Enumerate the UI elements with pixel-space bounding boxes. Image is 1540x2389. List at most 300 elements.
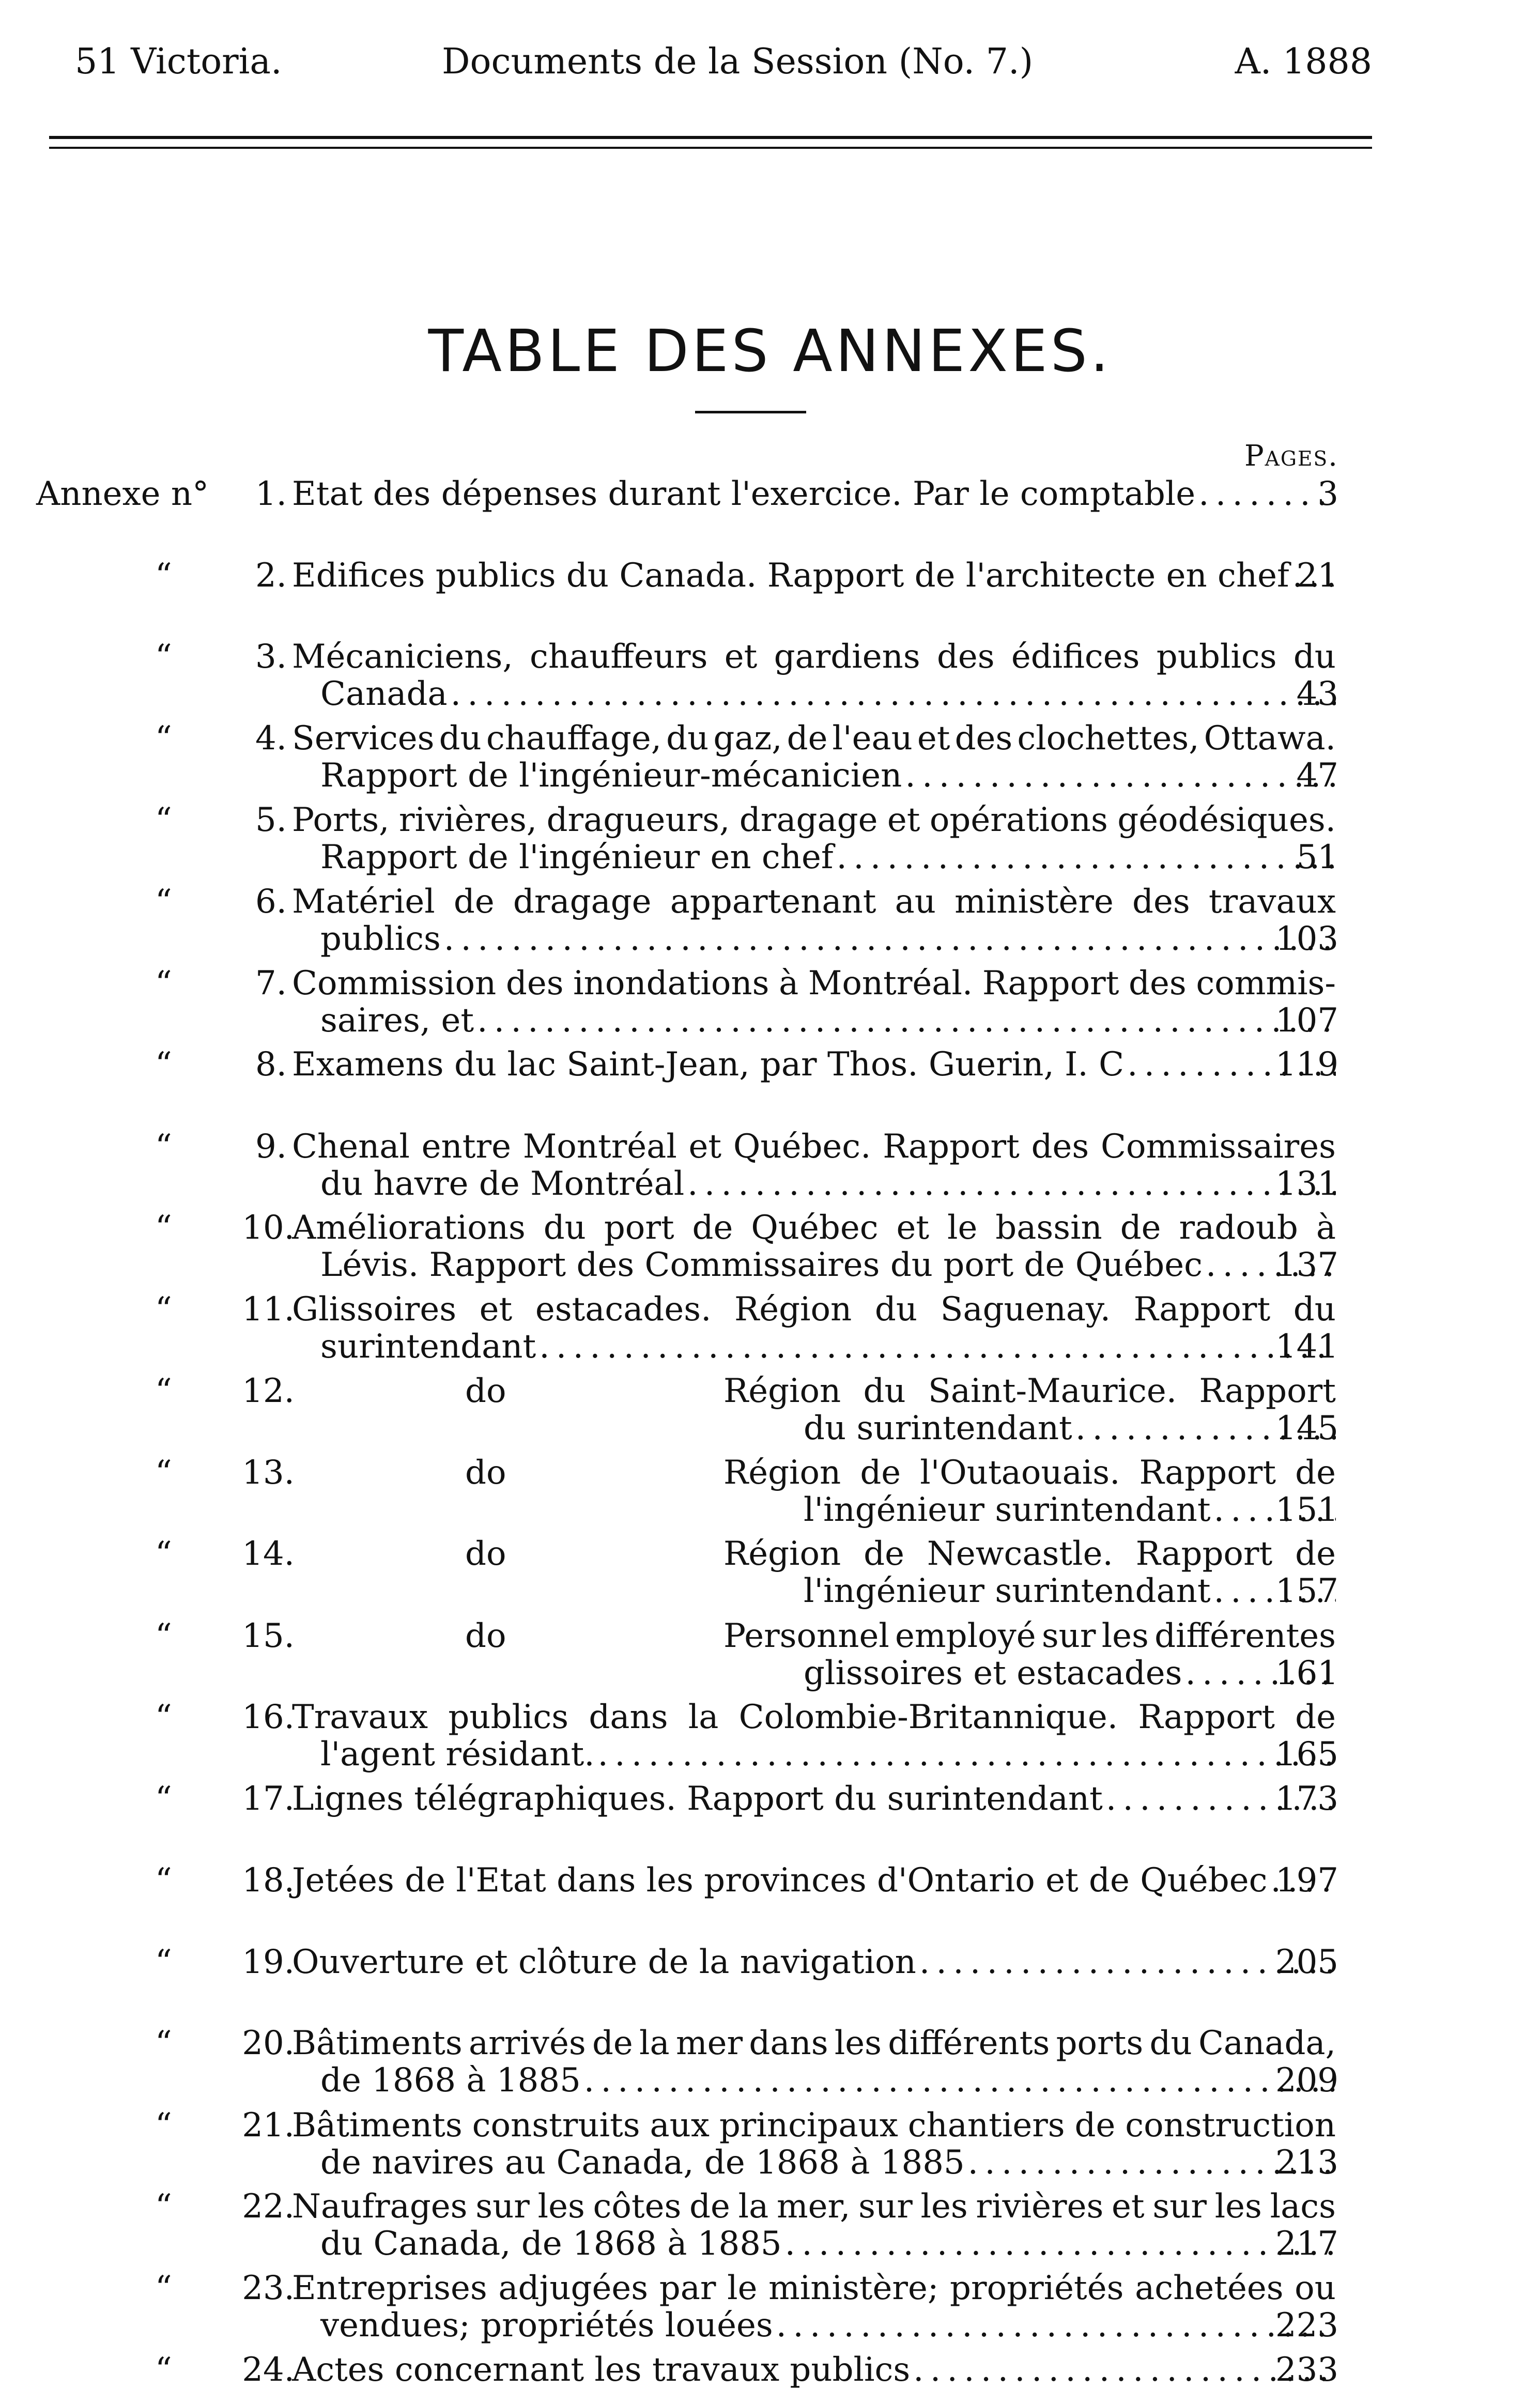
description-line [292, 2225, 1336, 2262]
word: les [834, 2024, 882, 2062]
word: des [1129, 964, 1187, 1003]
word: Travaux [292, 1698, 428, 1736]
description-line [292, 2188, 1336, 2225]
page-number: 151 [1275, 1491, 1338, 1529]
page-number: 103 [1275, 920, 1338, 958]
dot-leader [776, 2307, 1336, 2344]
annex-label: “ [155, 2269, 172, 2307]
description-text: Etat des dépenses durant l'exercice. Par le comptable [292, 475, 1196, 513]
word: Commissaires [1101, 1128, 1336, 1166]
word: Améliorations [292, 1209, 526, 1247]
description-line [292, 475, 1336, 513]
page-number: 141 [1275, 1328, 1338, 1366]
description-line [292, 2144, 1336, 2181]
annex-label: “ [155, 1209, 172, 1247]
word: publics [1156, 638, 1277, 676]
annex-number: 9. [255, 1128, 287, 1166]
word: les [1214, 2187, 1262, 2226]
word: Rapport [1138, 1698, 1275, 1736]
word: le [727, 2269, 758, 2307]
word: Montréal. [808, 964, 973, 1003]
word: du [439, 719, 482, 758]
description-line [292, 920, 1336, 958]
description-line [292, 1291, 1336, 1328]
word: construction [1125, 2106, 1336, 2145]
dot-leader [451, 675, 1336, 713]
description-text: Actes concernant les travaux publics [292, 2351, 911, 2389]
word: Rapport [982, 964, 1119, 1003]
word: édifices [1011, 638, 1140, 676]
annex-description [292, 2107, 1336, 2181]
word: entre [421, 1128, 511, 1166]
word: Rapport [1199, 1372, 1336, 1410]
word: lacs [1270, 2187, 1336, 2226]
word: dragage [739, 801, 878, 839]
word: principaux [719, 2106, 898, 2145]
word: les [920, 2187, 968, 2226]
dot-leader [598, 1736, 1336, 1773]
word: aux [650, 2106, 710, 2145]
description-line [292, 720, 1336, 757]
word: de [1074, 2106, 1116, 2145]
description-line [292, 1002, 1336, 1039]
word: et [896, 1209, 930, 1247]
description-line [292, 1328, 1336, 1365]
word: sur [475, 2187, 530, 2226]
annex-number: 13. [242, 1454, 295, 1492]
page-number: 161 [1275, 1654, 1338, 1692]
word: au [895, 883, 936, 921]
annex-label: “ [155, 1698, 172, 1736]
word: estacades. [535, 1290, 712, 1329]
description-line [292, 2307, 1336, 2344]
description-text: publics [320, 920, 441, 958]
description-text: vendues; propriétés louées [320, 2306, 773, 2345]
word: l'eau [832, 719, 913, 758]
annex-label: “ [155, 1290, 172, 1329]
word: dragage [513, 883, 652, 921]
header-right: A. 1888 [1235, 41, 1372, 82]
word: le [947, 1209, 978, 1247]
annex-label: “ [155, 1045, 172, 1084]
word: du [1149, 2024, 1192, 2062]
word: inondations [573, 964, 769, 1003]
annex-description [292, 2025, 1336, 2099]
word: différentes [1154, 1617, 1336, 1655]
annex-label: “ [155, 1780, 172, 1818]
annex-description [292, 475, 1336, 513]
word: les [537, 2187, 585, 2226]
word: Mécaniciens, [292, 638, 513, 676]
annex-number: 16. [242, 1698, 295, 1736]
word: employé [895, 1617, 1036, 1655]
word: Rapport [883, 1128, 1020, 1166]
description-line [723, 1617, 1336, 1655]
description-text: l'agent résidant. [320, 1735, 595, 1774]
page-number: 165 [1275, 1735, 1338, 1774]
annex-number: 1. [255, 475, 287, 513]
word: de [787, 719, 828, 758]
word: de [1295, 1535, 1336, 1573]
annex-description [292, 802, 1336, 876]
description-text: Canada [320, 675, 448, 713]
description-line [292, 2062, 1336, 2099]
word: Glissoires [292, 1290, 457, 1329]
ditto-do: do [465, 1372, 506, 1410]
description-text: du havre de Montréal [320, 1165, 685, 1203]
annex-number: 17. [242, 1780, 295, 1818]
description-line [292, 1246, 1336, 1284]
word: du [666, 719, 709, 758]
word: des [1132, 883, 1190, 921]
word: rivières [976, 2187, 1104, 2226]
description-line [723, 1655, 1336, 1692]
description-text: Edifices publics du Canada. Rapport de l'architecte en chef [292, 557, 1289, 595]
annex-description [292, 965, 1336, 1039]
word: rivières, [398, 801, 537, 839]
word: la [639, 2024, 670, 2062]
annex-description [292, 1944, 1336, 1981]
description-text: de 1868 à 1885 [320, 2061, 581, 2100]
word: de [689, 2187, 730, 2226]
word: ou [1295, 2269, 1336, 2307]
word: du [863, 1372, 906, 1410]
page-number: 213 [1275, 2144, 1338, 2182]
description-line [292, 2025, 1336, 2062]
annex-number: 19. [242, 1943, 295, 1981]
word: publics [448, 1698, 569, 1736]
description-line [292, 1862, 1336, 1899]
annex-description [292, 1046, 1336, 1083]
page-number: 197 [1275, 1861, 1338, 1900]
description-line [292, 2270, 1336, 2307]
word: dans [589, 1698, 668, 1736]
word: Canada, [1198, 2024, 1336, 2062]
annex-label: “ [155, 1943, 172, 1981]
annex-number: 11. [242, 1290, 295, 1329]
page-number: 3 [1317, 475, 1338, 513]
description-line [292, 1699, 1336, 1736]
annex-label: “ [155, 719, 172, 758]
description-line [723, 1491, 1336, 1529]
dot-leader [687, 1165, 1336, 1203]
annex-description [292, 720, 1336, 794]
word: bassin [995, 1209, 1102, 1247]
dot-leader [444, 920, 1336, 958]
word: Ports, [292, 801, 390, 839]
ditto-do: do [465, 1617, 506, 1655]
annex-number: 4. [255, 719, 287, 758]
word: du [1293, 1290, 1336, 1329]
annex-number: 2. [255, 557, 287, 595]
annex-description [723, 1454, 1336, 1529]
annex-label: “ [155, 2024, 172, 2062]
word: de [864, 1535, 904, 1573]
page-number: 51 [1296, 838, 1338, 876]
annex-number: 24. [242, 2351, 295, 2389]
page-number: 209 [1275, 2061, 1338, 2100]
description-line [723, 1373, 1336, 1410]
page-number: 43 [1296, 675, 1338, 713]
word: chauffage, [486, 719, 662, 758]
page-number: 233 [1275, 2351, 1338, 2389]
description-line [292, 757, 1336, 794]
word: Région [723, 1372, 841, 1410]
word: de [453, 883, 495, 921]
word: Newcastle. [927, 1535, 1113, 1573]
word: Rapport [1135, 1535, 1273, 1573]
annex-number: 5. [255, 801, 287, 839]
word: des [505, 964, 564, 1003]
word: les [1101, 1617, 1149, 1655]
word: port [604, 1209, 674, 1247]
word: Région [723, 1454, 841, 1492]
word: l'Outaouais. [920, 1454, 1120, 1492]
page-number: 173 [1275, 1780, 1338, 1818]
word: achetées [1135, 2269, 1284, 2307]
annex-label: “ [155, 2106, 172, 2145]
page-number: 107 [1275, 1001, 1338, 1040]
annex-label: “ [155, 1535, 172, 1573]
annex-number: 14. [242, 1535, 295, 1573]
annex-number: 22. [242, 2187, 295, 2226]
word: Québec. [733, 1128, 871, 1166]
annex-description [723, 1535, 1336, 1610]
word: la [688, 1698, 719, 1736]
word: de [1120, 1209, 1161, 1247]
description-line [292, 2351, 1336, 2388]
description-text: l'ingénieur surintendant [804, 1491, 1211, 1529]
annex-label: “ [155, 1372, 172, 1410]
page-number: 119 [1275, 1045, 1338, 1084]
annex-label: “ [155, 638, 172, 676]
description-text: saires, et [320, 1001, 474, 1040]
word: gardiens [774, 638, 920, 676]
word: la [738, 2187, 769, 2226]
word: des [954, 719, 1013, 758]
description-text: Rapport de l'ingénieur en chef [320, 838, 834, 876]
dot-leader [477, 1002, 1336, 1039]
word: et [917, 719, 950, 758]
annex-number: 3. [255, 638, 287, 676]
description-text: du Canada, de 1868 à 1885 [320, 2225, 782, 2263]
annex-description [292, 1862, 1336, 1899]
annex-number: 20. [242, 2024, 295, 2062]
description-line [292, 1944, 1336, 1981]
page-number: 21 [1296, 557, 1338, 595]
annex-label: “ [155, 1454, 172, 1492]
description-text: glissoires et estacades [804, 1654, 1182, 1692]
word: Bâtiments [292, 2024, 463, 2062]
word: de [1295, 1454, 1336, 1492]
description-line [292, 638, 1336, 675]
description-line [292, 883, 1336, 920]
annex-label: “ [155, 1617, 172, 1655]
word: Commission [292, 964, 497, 1003]
description-line [723, 1454, 1336, 1491]
annex-number: 8. [255, 1045, 287, 1084]
description-line [292, 1046, 1336, 1083]
word: géodésiques. [1117, 801, 1336, 839]
word: côtes [593, 2187, 682, 2226]
description-text: Lignes télégraphiques. Rapport du surintendant [292, 1780, 1103, 1818]
word: travaux [1208, 883, 1336, 921]
annex-label: “ [155, 2187, 172, 2226]
annex-description [292, 2270, 1336, 2344]
annex-number: 6. [255, 883, 287, 921]
page-number: 157 [1275, 1572, 1338, 1610]
annex-number: 15. [242, 1617, 295, 1655]
word: de [692, 1209, 733, 1247]
annex-description [292, 2188, 1336, 2262]
annex-label: “ [155, 557, 172, 595]
description-text: l'ingénieur surintendant [804, 1572, 1211, 1610]
page-number: 217 [1275, 2225, 1338, 2263]
word: à [1316, 1209, 1336, 1247]
dot-leader [584, 2062, 1336, 2099]
word: appartenant [670, 883, 876, 921]
word: Québec [751, 1209, 879, 1247]
dot-leader [539, 1328, 1336, 1365]
page-number: 131 [1275, 1165, 1338, 1203]
annex-description [292, 2351, 1336, 2388]
description-text: Examens du lac Saint-Jean, par Thos. Guerin, I. C [292, 1045, 1125, 1084]
word: gaz, [713, 719, 782, 758]
word: par [659, 2269, 716, 2307]
word: arrivés [468, 2024, 586, 2062]
annex-description [292, 1209, 1336, 1284]
description-text: surintendant [320, 1328, 536, 1366]
page-number: 47 [1296, 757, 1338, 795]
word: Chenal [292, 1128, 410, 1166]
annex-description [723, 1373, 1336, 1447]
word: et [1112, 2187, 1145, 2226]
annex-label: “ [155, 801, 172, 839]
annex-label: “ [155, 1128, 172, 1166]
description-line [723, 1535, 1336, 1573]
annex-description [292, 1699, 1336, 1773]
word: clochettes, [1017, 719, 1199, 758]
word: du [874, 1290, 918, 1329]
word: de [860, 1454, 901, 1492]
description-line [292, 675, 1336, 713]
word: Personnel [723, 1617, 889, 1655]
annex-label: “ [155, 2351, 172, 2389]
word: Colombie-Britannique. [738, 1698, 1118, 1736]
description-text: Lévis. Rapport des Commissaires du port de Québec [320, 1246, 1203, 1284]
word: Rapport [1139, 1454, 1276, 1492]
annex-label: “ [155, 964, 172, 1003]
description-text: du surintendant [804, 1409, 1072, 1447]
word: ministère [954, 883, 1114, 921]
annex-description [723, 1617, 1336, 1692]
description-text: Rapport de l'ingénieur-mécanicien [320, 757, 902, 795]
annex-number: 18. [242, 1861, 295, 1900]
description-line [723, 1573, 1336, 1610]
word: radoub [1179, 1209, 1298, 1247]
header-center: Documents de la Session (No. 7.) [442, 41, 1034, 82]
header-left: 51 Victoria. [75, 41, 282, 82]
word: Rapport [1133, 1290, 1271, 1329]
description-line [723, 1410, 1336, 1447]
word: différents [888, 2024, 1050, 2062]
description-line [292, 1780, 1336, 1817]
word: des [1031, 1128, 1089, 1166]
annex-description [292, 883, 1336, 958]
word: et [479, 1290, 513, 1329]
word: sur [1041, 1617, 1096, 1655]
annex-number: 10. [242, 1209, 295, 1247]
page-number: 223 [1275, 2306, 1338, 2345]
annex-description [292, 1128, 1336, 1203]
word: commis- [1196, 964, 1336, 1003]
description-line [292, 1209, 1336, 1246]
word: Naufrages [292, 2187, 468, 2226]
description-text: de navires au Canada, de 1868 à 1885 [320, 2144, 965, 2182]
page-number: 145 [1275, 1409, 1338, 1447]
pages-column-heading: Pages. [1244, 439, 1338, 473]
word: du [1293, 638, 1336, 676]
annex-description [292, 638, 1336, 713]
word: et [688, 1128, 722, 1166]
word: des [936, 638, 995, 676]
word: sur [858, 2187, 913, 2226]
word: dans [749, 2024, 828, 2062]
word: Ottawa. [1204, 719, 1336, 758]
word: propriétés [950, 2269, 1124, 2307]
word: mer, [776, 2187, 851, 2226]
description-line [292, 1128, 1336, 1165]
word: chantiers [907, 2106, 1065, 2145]
annex-description [292, 1291, 1336, 1365]
word: Saint-Maurice. [928, 1372, 1177, 1410]
word: Région [734, 1290, 852, 1329]
annex-number: 7. [255, 964, 287, 1003]
word: du [543, 1209, 586, 1247]
page-number: 205 [1275, 1943, 1338, 1981]
annex-label: Annexe n° [36, 475, 209, 513]
annex-description [292, 1780, 1336, 1817]
word: de [592, 2024, 633, 2062]
word: Entreprises [292, 2269, 487, 2307]
description-text: Jetées de l'Etat dans les provinces d'Ontario et de Québec [292, 1861, 1268, 1900]
word: Saguenay. [940, 1290, 1111, 1329]
description-line [292, 1736, 1336, 1773]
page-title: TABLE DES ANNEXES. [428, 318, 1112, 385]
description-line [292, 1165, 1336, 1203]
annex-number: 23. [242, 2269, 295, 2307]
word: Bâtiments [292, 2106, 463, 2145]
word: ministère; [768, 2269, 939, 2307]
annex-label: “ [155, 883, 172, 921]
word: Services [292, 719, 435, 758]
word: mer [675, 2024, 743, 2062]
description-line [292, 839, 1336, 876]
ditto-do: do [465, 1535, 506, 1573]
page-number: 137 [1275, 1246, 1338, 1284]
word: Matériel [292, 883, 435, 921]
annex-number: 12. [242, 1372, 295, 1410]
dot-leader [785, 2225, 1336, 2262]
word: chauffeurs [529, 638, 708, 676]
word: ports [1056, 2024, 1144, 2062]
word: Région [723, 1535, 841, 1573]
word: construits [472, 2106, 640, 2145]
annex-number: 21. [242, 2106, 295, 2145]
ditto-do: do [465, 1454, 506, 1492]
word: dragueurs, [546, 801, 730, 839]
description-line [292, 965, 1336, 1002]
